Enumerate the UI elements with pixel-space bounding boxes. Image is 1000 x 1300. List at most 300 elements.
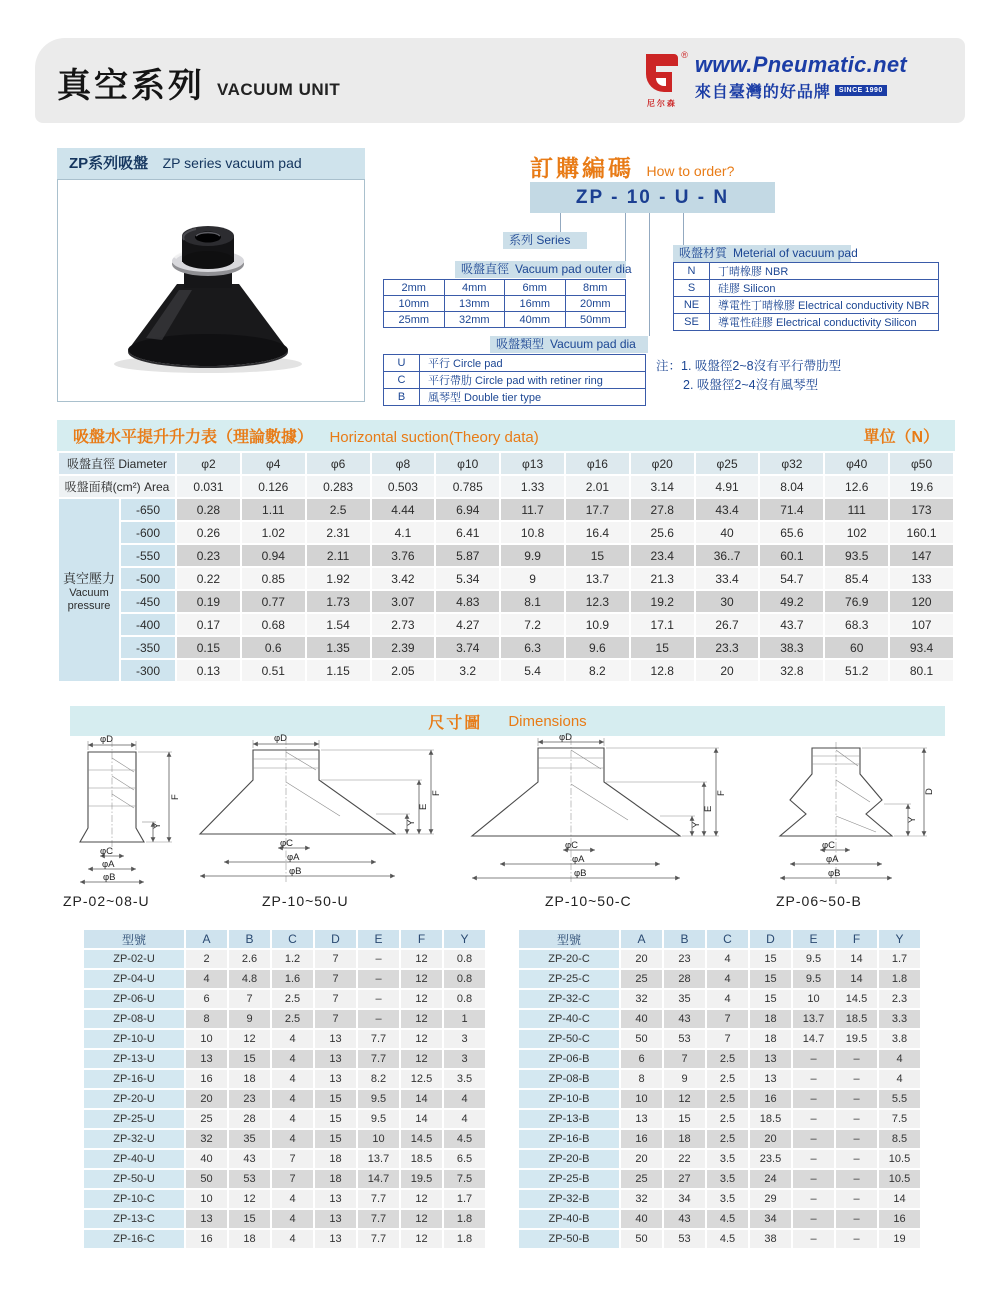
spec-value: 4	[272, 1110, 313, 1128]
spec-value: 32	[186, 1130, 227, 1148]
material-code: NE	[674, 297, 710, 314]
spec-value: 18	[750, 1010, 791, 1028]
spec-value: 0.8	[444, 990, 485, 1008]
spec-value: 4.5	[707, 1230, 748, 1248]
area-value: 12.6	[825, 476, 888, 497]
spec-row	[84, 1090, 485, 1108]
spec-value: –	[793, 1070, 834, 1088]
spec-model: ZP-25-C	[519, 970, 619, 988]
spec-value: 43	[664, 1010, 705, 1028]
spec-value: 5.5	[879, 1090, 920, 1108]
suction-unit: 單位（N）	[863, 429, 939, 446]
spec-value: 7	[664, 1050, 705, 1068]
spec-value: 9.5	[793, 970, 834, 988]
spec-value: 13	[621, 1110, 662, 1128]
drawing-zp-06-50-b	[744, 740, 949, 890]
outer-dia-cell: 13mm	[444, 296, 505, 312]
suction-value: 76.9	[825, 591, 888, 612]
spec-value: 16	[186, 1230, 227, 1248]
suction-value: 8.1	[501, 591, 564, 612]
diameter-value: φ13	[501, 453, 564, 474]
spec-value: –	[793, 1230, 834, 1248]
spec-value: –	[793, 1050, 834, 1068]
spec-model: ZP-08-B	[519, 1070, 619, 1088]
spec-value: 14	[401, 1090, 442, 1108]
spec-value: 18	[750, 1030, 791, 1048]
product-heading-zh: ZP系列吸盤	[69, 155, 149, 172]
suction-value: 0.26	[177, 522, 240, 543]
spec-header: Y	[879, 930, 920, 948]
area-value: 0.503	[372, 476, 435, 497]
spec-model: ZP-50-B	[519, 1230, 619, 1248]
spec-value: 18.5	[750, 1110, 791, 1128]
spec-header: E	[358, 930, 399, 948]
vacuum-pressure-en: Vacuum pressure	[67, 586, 111, 612]
diameter-value: φ40	[825, 453, 888, 474]
spec-row	[84, 1010, 485, 1028]
spec-row	[84, 1230, 485, 1248]
spec-value: 3.5	[707, 1170, 748, 1188]
outer-dia-row	[384, 280, 626, 296]
outer-dia-row	[384, 312, 626, 328]
spec-value: –	[836, 1190, 877, 1208]
spec-value: 12.5	[401, 1070, 442, 1088]
area-value: 3.14	[631, 476, 694, 497]
suction-banner	[57, 420, 955, 451]
spec-value: 25	[186, 1110, 227, 1128]
suction-value: 5.4	[501, 660, 564, 681]
spec-value: 4.5	[444, 1130, 485, 1148]
spec-value: –	[793, 1090, 834, 1108]
dim-label: φD	[100, 734, 114, 745]
spec-model: ZP-40-B	[519, 1210, 619, 1228]
suction-value: 12.8	[631, 660, 694, 681]
spec-value: 32	[621, 990, 662, 1008]
spec-value: 9.5	[793, 950, 834, 968]
suction-value: 40	[696, 522, 759, 543]
suction-row	[59, 545, 953, 566]
area-value: 0.785	[436, 476, 499, 497]
drawing-caption-1: ZP-02~08-U	[63, 893, 150, 909]
spec-value: 2.5	[707, 1070, 748, 1088]
spec-value: 3.5	[444, 1070, 485, 1088]
pad-type-desc: 平行帶肋 Circle pad with retiner ring	[420, 372, 646, 389]
spec-value: 3	[444, 1050, 485, 1068]
spec-header-row	[84, 930, 485, 948]
spec-value: 4	[707, 990, 748, 1008]
product-photo	[57, 179, 365, 402]
spec-value: 13	[750, 1050, 791, 1068]
spec-row	[519, 1090, 920, 1108]
spec-value: 12	[401, 1230, 442, 1248]
suction-value: 85.4	[825, 568, 888, 589]
spec-value: 4	[272, 1230, 313, 1248]
spec-value: –	[793, 1170, 834, 1188]
dim-label: Y	[907, 816, 918, 823]
spec-model: ZP-20-C	[519, 950, 619, 968]
pad-type-code: C	[384, 372, 420, 389]
suction-value: 0.85	[242, 568, 305, 589]
suction-value: 10.8	[501, 522, 564, 543]
spec-header-row	[519, 930, 920, 948]
spec-value: 7	[229, 990, 270, 1008]
note-line-2: 2. 吸盤徑2~4沒有風琴型	[683, 378, 819, 393]
spec-value: 15	[315, 1110, 356, 1128]
diameter-value: φ20	[631, 453, 694, 474]
spec-model: ZP-13-U	[84, 1050, 184, 1068]
spec-value: –	[793, 1150, 834, 1168]
suction-value: 32.8	[760, 660, 823, 681]
spec-value: 12	[401, 1010, 442, 1028]
spec-value: 25	[621, 970, 662, 988]
spec-value: –	[358, 950, 399, 968]
spec-value: 6	[621, 1050, 662, 1068]
spec-value: 4	[444, 1110, 485, 1128]
brand-url: www.Pneumatic.net	[694, 52, 907, 77]
spec-value: 15	[315, 1130, 356, 1148]
drawing-zp-10-50-u	[190, 733, 442, 888]
spec-value: 16	[879, 1210, 920, 1228]
spec-value: 2.5	[707, 1050, 748, 1068]
suction-value: 3.74	[436, 637, 499, 658]
suction-value: 71.4	[760, 499, 823, 520]
spec-value: 2.6	[229, 950, 270, 968]
spec-row	[84, 1190, 485, 1208]
spec-value: 28	[664, 970, 705, 988]
spec-value: 7	[315, 1010, 356, 1028]
suction-value: 160.1	[890, 522, 953, 543]
outer-dia-caption-zh: 吸盤直徑	[461, 262, 510, 276]
spec-row	[519, 1130, 920, 1148]
spec-value: 14.5	[836, 990, 877, 1008]
spec-value: 9.5	[358, 1110, 399, 1128]
spec-value: 6.5	[444, 1150, 485, 1168]
material-desc: 導電性丁晴橡膠 Electrical conductivity NBR	[710, 297, 939, 314]
spec-value: 8.5	[879, 1130, 920, 1148]
pad-type-desc: 平行 Circle pad	[420, 355, 646, 372]
spec-value: 14.5	[401, 1130, 442, 1148]
brand-logo	[638, 52, 907, 109]
pad-type-caption	[490, 336, 648, 353]
suction-value: 33.4	[696, 568, 759, 589]
suction-row	[59, 568, 953, 589]
spec-value: 15	[229, 1050, 270, 1068]
spec-row	[519, 1170, 920, 1188]
suction-value: 1.92	[307, 568, 370, 589]
suction-value: 65.6	[760, 522, 823, 543]
spec-value: 13	[750, 1070, 791, 1088]
spec-value: 13	[186, 1210, 227, 1228]
suction-table	[57, 451, 955, 683]
suction-value: 0.13	[177, 660, 240, 681]
suction-value: 111	[825, 499, 888, 520]
outer-dia-cell: 10mm	[384, 296, 445, 312]
spec-value: 7.7	[358, 1050, 399, 1068]
suction-value: 5.87	[436, 545, 499, 566]
suction-value: 0.77	[242, 591, 305, 612]
spec-value: 23	[229, 1090, 270, 1108]
pad-type-code: U	[384, 355, 420, 372]
dim-label: D	[924, 788, 935, 795]
spec-value: 7.5	[879, 1110, 920, 1128]
diameter-value: φ8	[372, 453, 435, 474]
spec-value: 19.5	[836, 1030, 877, 1048]
spec-value: 13	[186, 1050, 227, 1068]
spec-value: 15	[315, 1090, 356, 1108]
spec-value: 18	[315, 1170, 356, 1188]
suction-value: 4.1	[372, 522, 435, 543]
diameter-value: φ4	[242, 453, 305, 474]
spec-value: 4	[444, 1090, 485, 1108]
dim-label: E	[703, 805, 714, 812]
page-subtitle: VACUUM UNIT	[217, 80, 341, 99]
spec-row	[84, 1210, 485, 1228]
suction-value: 10.9	[566, 614, 629, 635]
spec-value: 14	[836, 970, 877, 988]
spec-table-left	[82, 928, 487, 1250]
diameter-value: φ2	[177, 453, 240, 474]
spec-value: 18	[664, 1130, 705, 1148]
dimensions-title-zh: 尺寸圖	[428, 714, 483, 732]
spec-row	[519, 1070, 920, 1088]
pressure-value: -550	[121, 545, 175, 566]
spec-value: 35	[664, 990, 705, 1008]
dim-label: φA	[826, 854, 839, 865]
spec-value: –	[836, 1130, 877, 1148]
spec-value: 14	[879, 1190, 920, 1208]
diameter-value: φ6	[307, 453, 370, 474]
spec-header: C	[707, 930, 748, 948]
spec-value: 2.5	[707, 1090, 748, 1108]
pad-type-row	[384, 372, 646, 389]
spec-value: 4	[879, 1050, 920, 1068]
spec-value: 0.8	[444, 950, 485, 968]
suction-row	[59, 614, 953, 635]
dim-label: φA	[572, 854, 585, 865]
outer-dia-cell: 25mm	[384, 312, 445, 328]
spec-value: 13	[315, 1050, 356, 1068]
spec-value: 43	[229, 1150, 270, 1168]
suction-value: 0.6	[242, 637, 305, 658]
drawing-zp-10-50-c	[460, 732, 727, 888]
brand-slogan: 來自臺灣的好品牌	[694, 84, 831, 101]
pressure-value: -400	[121, 614, 175, 635]
suction-value: 13.7	[566, 568, 629, 589]
spec-value: 1.2	[272, 950, 313, 968]
spec-row	[84, 1150, 485, 1168]
suction-value: 68.3	[825, 614, 888, 635]
area-value: 0.283	[307, 476, 370, 497]
spec-row	[84, 1170, 485, 1188]
outer-dia-cell: 2mm	[384, 280, 445, 296]
spec-value: 10.5	[879, 1150, 920, 1168]
spec-model: ZP-04-U	[84, 970, 184, 988]
spec-value: 53	[664, 1230, 705, 1248]
spec-value: –	[836, 1110, 877, 1128]
spec-value: 10	[186, 1190, 227, 1208]
area-value: 0.031	[177, 476, 240, 497]
suction-value: 2.31	[307, 522, 370, 543]
spec-value: 7	[315, 990, 356, 1008]
spec-value: 13.7	[793, 1010, 834, 1028]
spec-model: ZP-06-U	[84, 990, 184, 1008]
outer-dia-cell: 32mm	[444, 312, 505, 328]
spec-value: –	[793, 1190, 834, 1208]
spec-value: 7	[272, 1150, 313, 1168]
spec-value: 14.7	[358, 1170, 399, 1188]
spec-row	[84, 1130, 485, 1148]
dim-label: φA	[102, 859, 115, 870]
spec-value: 10	[793, 990, 834, 1008]
suction-value: 1.02	[242, 522, 305, 543]
spec-model: ZP-06-B	[519, 1050, 619, 1068]
spec-value: 50	[621, 1030, 662, 1048]
spec-value: 10	[186, 1030, 227, 1048]
spec-header: E	[793, 930, 834, 948]
spec-model: ZP-50-U	[84, 1170, 184, 1188]
spec-value: 2	[186, 950, 227, 968]
spec-model: ZP-25-U	[84, 1110, 184, 1128]
suction-value: 6.94	[436, 499, 499, 520]
spec-value: 18.5	[401, 1150, 442, 1168]
spec-model: ZP-32-C	[519, 990, 619, 1008]
spec-value: 1.8	[444, 1210, 485, 1228]
spec-model: ZP-16-U	[84, 1070, 184, 1088]
spec-value: 16	[186, 1070, 227, 1088]
spec-model: ZP-32-B	[519, 1190, 619, 1208]
spec-value: –	[358, 970, 399, 988]
material-desc: 硅膠 Silicon	[710, 280, 939, 297]
dim-label: φA	[287, 852, 300, 863]
spec-row	[84, 970, 485, 988]
spec-value: 4	[186, 970, 227, 988]
material-caption-en: Meterial of vacuum pad	[733, 246, 858, 260]
spec-value: 16	[621, 1130, 662, 1148]
suction-value: 173	[890, 499, 953, 520]
suction-value: 2.11	[307, 545, 370, 566]
spec-value: 7	[272, 1170, 313, 1188]
spec-value: 40	[621, 1210, 662, 1228]
spec-value: 4	[272, 1090, 313, 1108]
vacuum-pad-image	[58, 180, 364, 401]
spec-value: 34	[750, 1210, 791, 1228]
suction-value: 2.39	[372, 637, 435, 658]
spec-value: 40	[621, 1010, 662, 1028]
spec-row	[519, 1110, 920, 1128]
spec-value: 34	[664, 1190, 705, 1208]
spec-value: 19.5	[401, 1170, 442, 1188]
spec-header: 型號	[84, 930, 184, 948]
diameter-value: φ25	[696, 453, 759, 474]
outer-dia-caption	[455, 261, 632, 278]
spec-row	[519, 1230, 920, 1248]
dim-label: Y	[152, 822, 163, 829]
spec-value: 13.7	[358, 1150, 399, 1168]
spec-value: 38	[750, 1230, 791, 1248]
suction-value: 12.3	[566, 591, 629, 612]
connector-pad-type	[649, 213, 650, 336]
spec-model: ZP-13-C	[84, 1210, 184, 1228]
spec-value: 13	[315, 1230, 356, 1248]
spec-value: –	[836, 1210, 877, 1228]
suction-value: 60	[825, 637, 888, 658]
spec-model: ZP-40-C	[519, 1010, 619, 1028]
dim-label: φC	[100, 846, 114, 857]
spec-value: 7.7	[358, 1030, 399, 1048]
spec-value: 20	[621, 1150, 662, 1168]
vacuum-pressure-label	[59, 499, 119, 681]
suction-value: 43.7	[760, 614, 823, 635]
spec-value: 14.7	[793, 1030, 834, 1048]
suction-value: 16.4	[566, 522, 629, 543]
spec-value: 27	[664, 1170, 705, 1188]
suction-value: 11.7	[501, 499, 564, 520]
spec-model: ZP-08-U	[84, 1010, 184, 1028]
spec-model: ZP-13-B	[519, 1110, 619, 1128]
diameter-value: φ10	[436, 453, 499, 474]
spec-value: 6	[186, 990, 227, 1008]
spec-value: 15	[229, 1210, 270, 1228]
spec-row	[519, 1150, 920, 1168]
suction-title-zh: 吸盤水平提升升力表（理論數據）	[73, 429, 314, 446]
spec-row	[519, 970, 920, 988]
dim-label: φB	[828, 868, 841, 879]
brand-since-badge: SINCE 1990	[835, 85, 887, 96]
suction-value: 2.5	[307, 499, 370, 520]
spec-header: D	[750, 930, 791, 948]
spec-header: Y	[444, 930, 485, 948]
spec-table-right	[517, 928, 922, 1250]
page-header-band	[35, 38, 965, 123]
dim-label: φB	[103, 872, 116, 883]
spec-value: 18	[229, 1070, 270, 1088]
outer-dia-cell: 40mm	[505, 312, 566, 328]
area-value: 0.126	[242, 476, 305, 497]
spec-row	[84, 950, 485, 968]
spec-value: 18	[229, 1230, 270, 1248]
suction-value: 27.8	[631, 499, 694, 520]
spec-header: 型號	[519, 930, 619, 948]
pad-type-code: B	[384, 389, 420, 406]
outer-dia-cell: 6mm	[505, 280, 566, 296]
suction-value: 3.76	[372, 545, 435, 566]
spec-value: 2.5	[272, 990, 313, 1008]
connector-material	[683, 213, 684, 245]
dim-label: E	[418, 803, 429, 810]
suction-value: 20	[696, 660, 759, 681]
page-title: 真空系列	[57, 67, 205, 105]
connector-series	[560, 213, 561, 232]
spec-value: 12	[401, 1030, 442, 1048]
outer-dia-cell: 20mm	[565, 296, 626, 312]
spec-value: –	[358, 990, 399, 1008]
spec-model: ZP-16-C	[84, 1230, 184, 1248]
spec-model: ZP-20-U	[84, 1090, 184, 1108]
suction-value: 23.4	[631, 545, 694, 566]
brand-mark-icon	[642, 52, 682, 94]
suction-value: 2.05	[372, 660, 435, 681]
spec-value: 8	[186, 1010, 227, 1028]
suction-value: 0.94	[242, 545, 305, 566]
spec-value: 23	[664, 950, 705, 968]
order-notes	[656, 357, 841, 396]
spec-value: 7.5	[444, 1170, 485, 1188]
spec-model: ZP-10-C	[84, 1190, 184, 1208]
spec-value: 35	[229, 1130, 270, 1148]
order-heading-zh: 訂購編碼	[530, 155, 634, 181]
spec-value: 2.5	[707, 1130, 748, 1148]
spec-value: 4	[272, 1050, 313, 1068]
